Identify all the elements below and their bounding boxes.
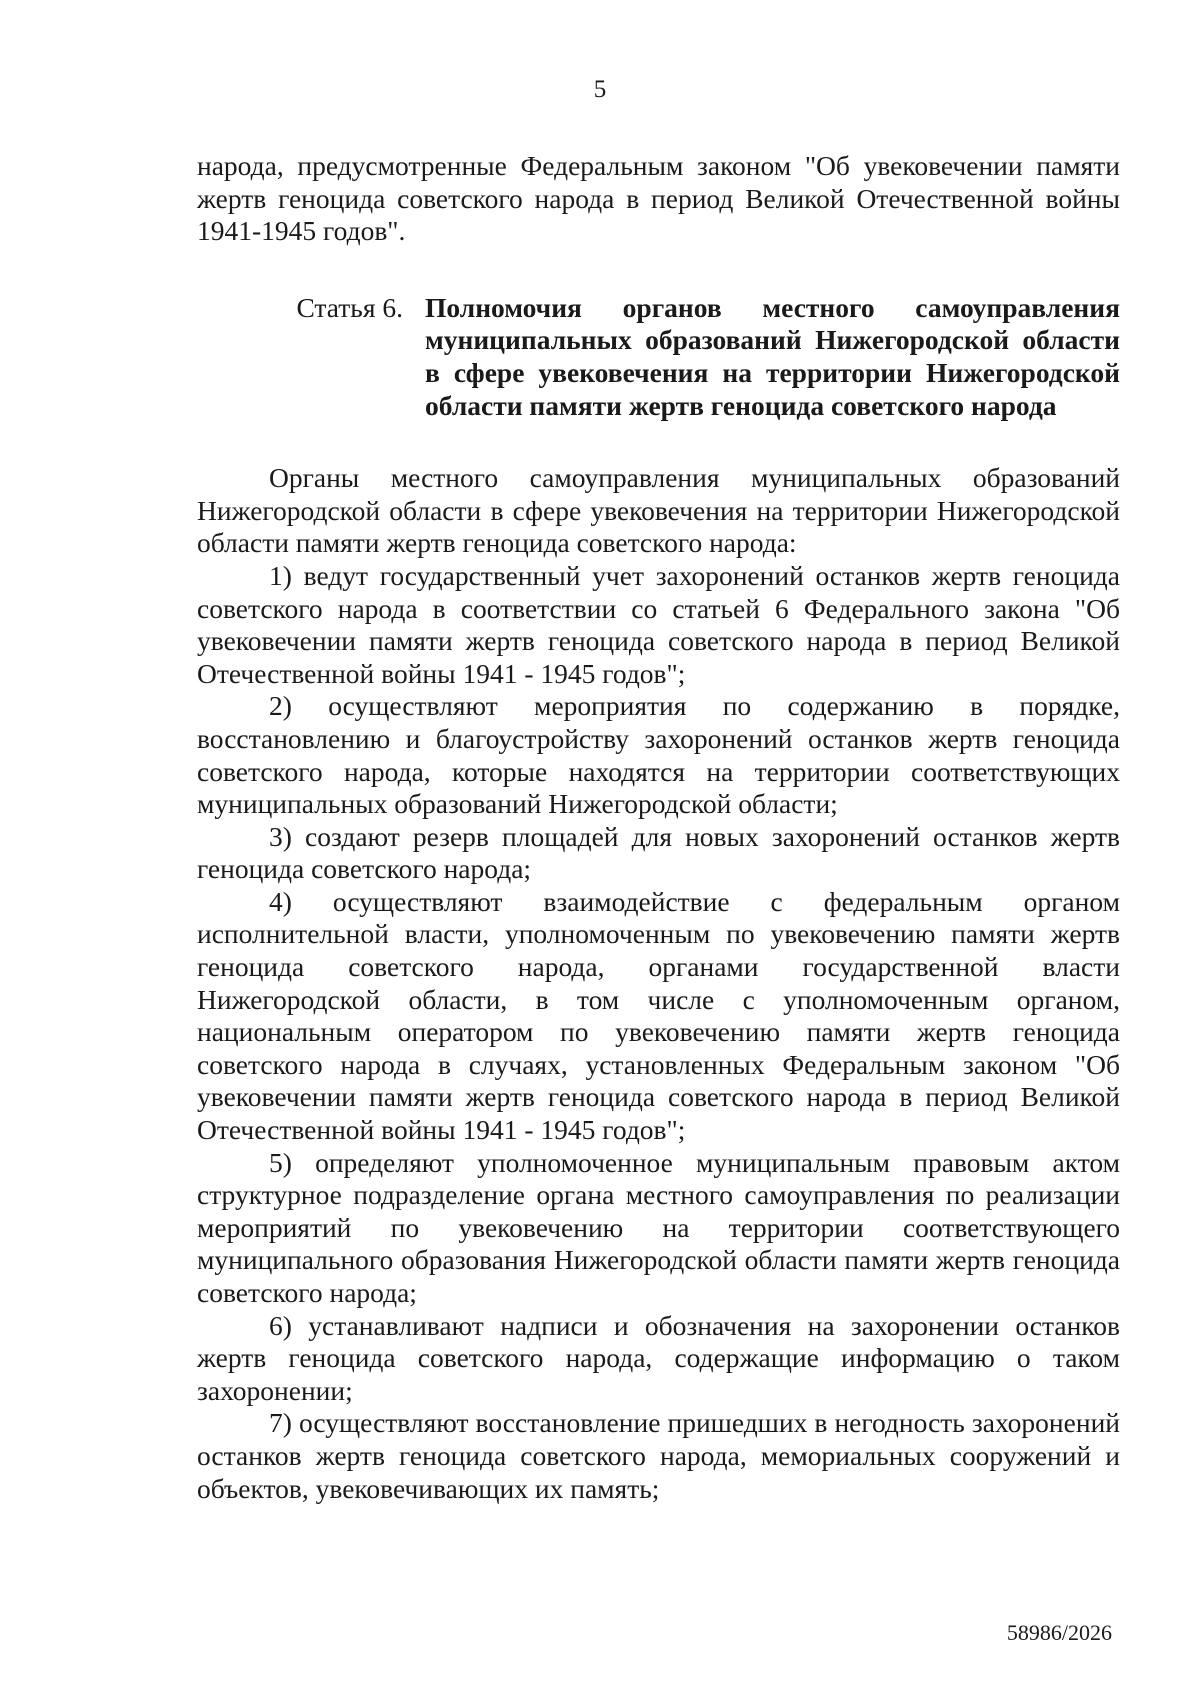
list-item-4: 4) осуществляют взаимодействие с федеральным органом исполнительной власти, уполномоченным по увековечению памяти жертв геноцида советского народа, органами государственной власти Нижегородской области, в том числе с уполномоченным органом, национальным оператором по увековечению памяти жертв геноцида советского народа в случаях, установленных Федеральным законом "Об увековечении памяти жертв геноцида советского народа в период Великой Отечественной войны 1941 - 1945 годов"; [197,885,1120,1146]
page-number: 5 [593,76,607,103]
lead-paragraph: Органы местного самоуправления муниципальных образований Нижегородской области в сфере увековечения на территории Нижегородской области памяти жертв геноцида советского народа: [197,462,1120,559]
article-heading [197,292,1120,422]
list-item-7: 7) осуществляют восстановление пришедших в негодность захоронений останков жертв геноцида советского народа, мемориальных сооружений и объектов, увековечивающих их память; [197,1407,1120,1504]
article-label: Статья 6. [296,291,403,323]
document-body [197,150,1120,1505]
intro-paragraph: народа, предусмотренные Федеральным законом "Об увековечении памяти жертв геноцида советского народа в период Великой Отечественной войны 1941-1945 годов". [197,150,1120,247]
list-item-1: 1) ведут государственный учет захоронений останков жертв геноцида советского народа в соответствии со статьей 6 Федерального закона "Об увековечении памяти жертв геноцида советского народа в период Великой Отечественной войны 1941 - 1945 годов"; [197,559,1120,689]
list-item-6: 6) устанавливают надписи и обозначения на захоронении останков жертв геноцида советского народа, содержащие информацию о таком захоронении; [197,1309,1120,1406]
list-item-3: 3) создают резерв площадей для новых захоронений останков жертв геноцида советского народа; [197,820,1120,885]
list-item-2: 2) осуществляют мероприятия по содержанию в порядке, восстановлению и благоустройству захоронений останков жертв геноцида советского народа, которые находятся на территории соответствующих муниципальных образований Нижегородской области; [197,690,1120,820]
article-title: Полномочия органов местного самоуправления муниципальных образований Нижегородской области в сфере увековечения на территории Нижегородской области памяти жертв геноцида советского народа [425,291,1120,421]
document-number: 58986/2026 [1006,1620,1112,1645]
list-item-5: 5) определяют уполномоченное муниципальным правовым актом структурное подразделение органа местного самоуправления по реализации мероприятий по увековечению на территории соответствующего муниципального образования Нижегородской области памяти жертв геноцида советского народа; [197,1146,1120,1308]
